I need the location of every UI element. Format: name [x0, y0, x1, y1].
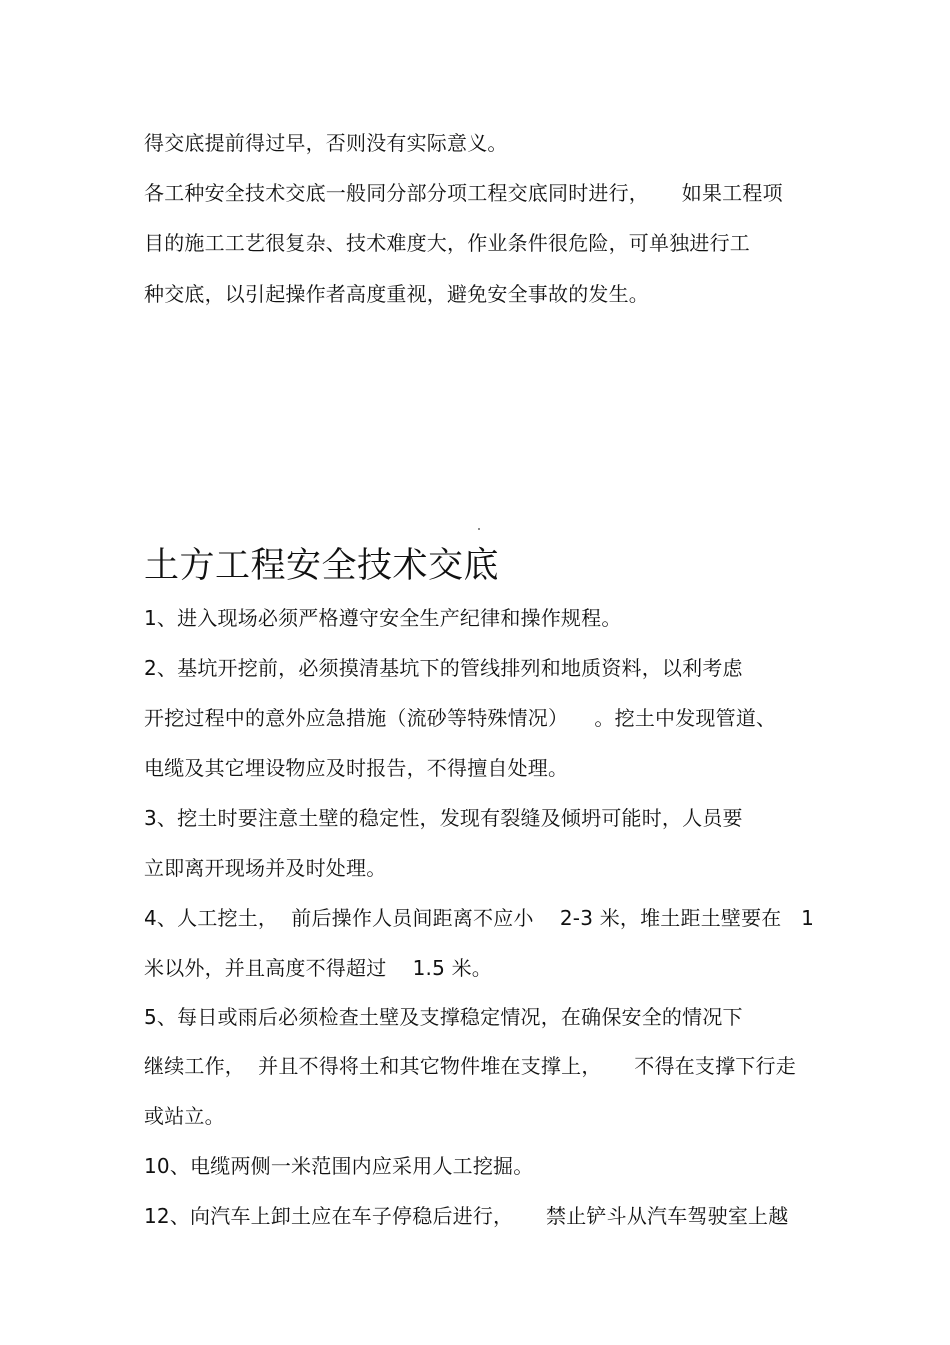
item-line-5: 3、挖土时要注意土壁的稳定性，发现有裂缝及倾坍可能时，人员要: [144, 806, 743, 830]
intro-line-2: 各工种安全技术交底一般同分部分项工程交底同时进行， 如果工程项: [144, 181, 783, 205]
item-line-10: 继续工作， 并且不得将土和其它物件堆在支撑上， 不得在支撑下行走: [144, 1054, 796, 1078]
item-line-7: 4、人工挖土， 前后操作人员间距离不应小 2-3 米，堆土距土壁要在 1: [144, 906, 815, 930]
item-line-2: 2、基坑开挖前，必须摸清基坑下的管线排列和地质资料，以利考虑: [144, 656, 743, 680]
item-line-4: 电缆及其它埋设物应及时报告，不得擅自处理。: [144, 756, 569, 780]
item-line-1: 1、进入现场必须严格遵守安全生产纪律和操作规程。: [144, 606, 622, 630]
item-line-3: 开挖过程中的意外应急措施（流砂等特殊情况） 。挖土中发现管道、: [144, 706, 777, 730]
intro-line-4: 种交底，以引起操作者高度重视，避免安全事故的发生。: [144, 282, 649, 306]
item-line-12: 10、电缆两侧一米范围内应采用人工挖掘。: [144, 1154, 534, 1178]
item-line-8: 米以外，并且高度不得超过 1.5 米。: [144, 956, 492, 980]
item-line-9: 5、每日或雨后必须检查土壁及支撑稳定情况，在确保安全的情况下: [144, 1005, 743, 1029]
stray-dot: [478, 528, 480, 530]
item-line-6: 立即离开现场并及时处理。: [144, 856, 387, 880]
intro-line-1: 得交底提前得过早，否则没有实际意义。: [144, 131, 508, 155]
item-line-11: 或站立。: [144, 1104, 225, 1128]
section-title: 土方工程安全技术交底: [144, 546, 500, 586]
intro-line-3: 目的施工工艺很复杂、技术难度大，作业条件很危险，可单独进行工: [144, 231, 750, 255]
item-line-13: 12、向汽车上卸土应在车子停稳后进行， 禁止铲斗从汽车驾驶室上越: [144, 1204, 789, 1228]
